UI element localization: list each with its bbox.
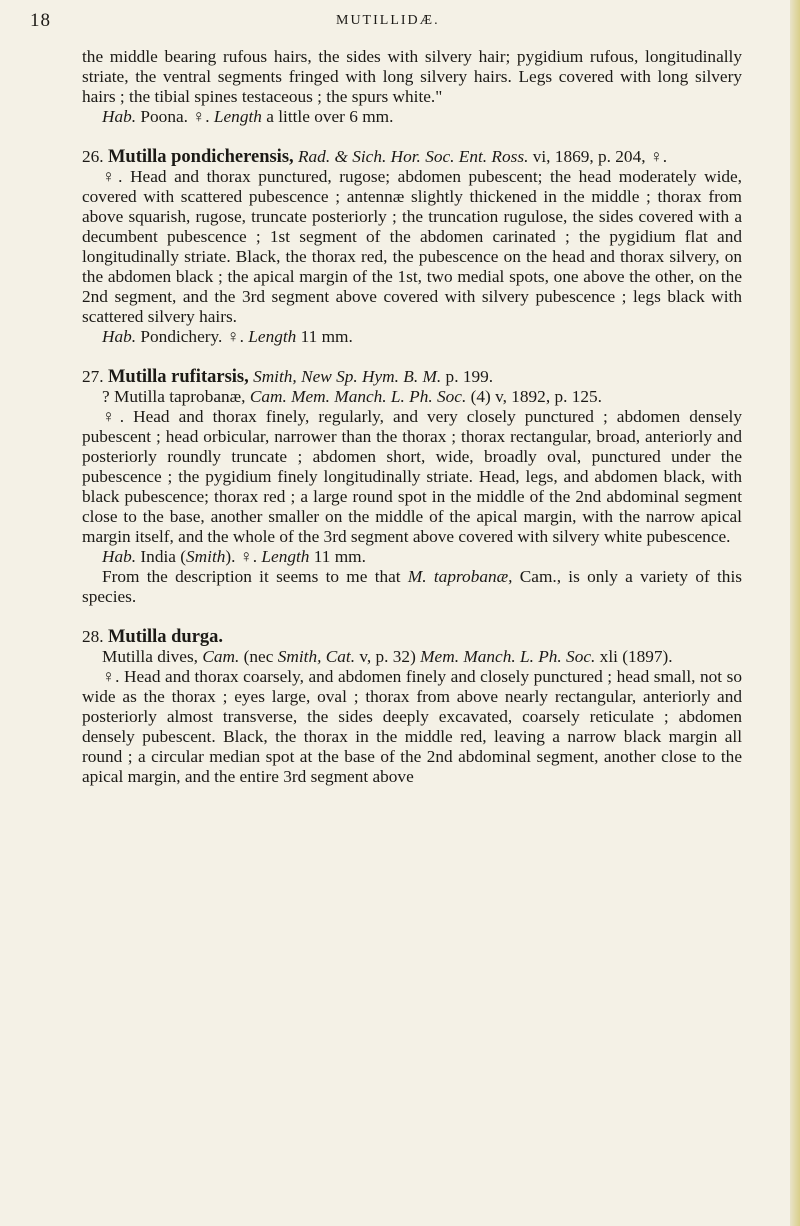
species-description-28: ♀. Head and thorax coarsely, and abdomen finely and closely punctured ; head small, not so wide as the thorax ; eyes large, oval ; thorax from above nearly rectangular, anteriorly and posteriorly almost transverse, the sides deeply excavated, coarsely reticulate ; abdomen densely pubescent. Black, the thorax in the middle red, leaving a narrow black margin all round ; a circular median spot at the base of the 2nd abdominal segment, another close to the apical margin, and the entire 3rd segment above bbox=[82, 667, 742, 786]
page-edge-shadow bbox=[790, 0, 800, 1226]
body-text bbox=[82, 47, 742, 787]
species-description-26: ♀. Head and thorax punctured, rugose; abdomen pubescent; the head moderately wide, covered with scattered pubescence ; antennæ slightly thickened in the middle ; thorax from above squarish, rugose, truncate posteriorly ; the truncation rugulose, the sides covered with a decumbent pubescence ; 1st segment of the abdomen carinated ; the pygidium flat and longitudinally striate. Black, the thorax red, the pubescence on the head and thorax silvery, on the abdomen black ; the apical margin of the 1st, two medial spots, one above the other, on the 2nd segment, and the 3rd segment above covered with silvery pubescence ; legs black with scattered silvery hairs. bbox=[82, 167, 742, 326]
species-synonym-27: ? Mutilla taprobanæ, Cam. Mem. Manch. L. Ph. Soc. (4) v, 1892, p. 125. bbox=[102, 387, 602, 406]
species-heading-27: 27. Mutilla rufitarsis, Smith, New Sp. Hym. B. M. p. 199. bbox=[82, 367, 494, 387]
species-heading-28: 28. Mutilla durga. bbox=[82, 627, 224, 647]
running-title: MUTILLIDÆ. bbox=[336, 13, 440, 28]
species-synonym-28: Mutilla dives, Cam. (nec Smith, Cat. v, p. 32) Mem. Manch. L. Ph. Soc. xli (1897). bbox=[102, 647, 673, 666]
species-heading-26: 26. Mutilla pondicherensis, Rad. & Sich. Hor. Soc. Ent. Ross. vi, 1869, p. 204, ♀. bbox=[82, 147, 668, 167]
page-header bbox=[30, 10, 730, 40]
species-habitat-27: Hab. India (Smith). ♀. Length 11 mm. bbox=[102, 547, 366, 566]
species-habitat-26: Hab. Pondichery. ♀. Length 11 mm. bbox=[102, 327, 353, 346]
species-description-27: ♀. Head and thorax finely, regularly, and very closely punctured ; abdomen densely pubescent ; head orbicular, narrower than the thorax ; thorax rectangular, broad, anteriorly and posteriorly roundly truncate ; abdomen short, wide, broadly oval, punctured under the pubescence ; the pygidium finely longitudinally striate. Head, legs, and abdomen black, with black pubescence; thorax red ; a large round spot in the middle of the 2nd abdominal segment close to the base, another smaller on the middle of the apical margin, with the narrow apical margin itself, and the whole of the 3rd segment above covered with silvery white pubescence. bbox=[82, 407, 743, 546]
continuation-habitat: Hab. Poona. ♀. Length a little over 6 mm. bbox=[102, 107, 394, 126]
species-note-27: From the description it seems to me that M. taprobanæ, Cam., is only a variety of this species. bbox=[82, 567, 742, 606]
page-number: 18 bbox=[30, 10, 51, 31]
continuation-paragraph: the middle bearing rufous hairs, the sides with silvery hair; pygidium rufous, longitudinally striate, the ventral segments fringed with long silvery hairs. Legs covered with long silvery hairs ; the tibial spines testaceous ; the spurs white." bbox=[82, 47, 742, 106]
